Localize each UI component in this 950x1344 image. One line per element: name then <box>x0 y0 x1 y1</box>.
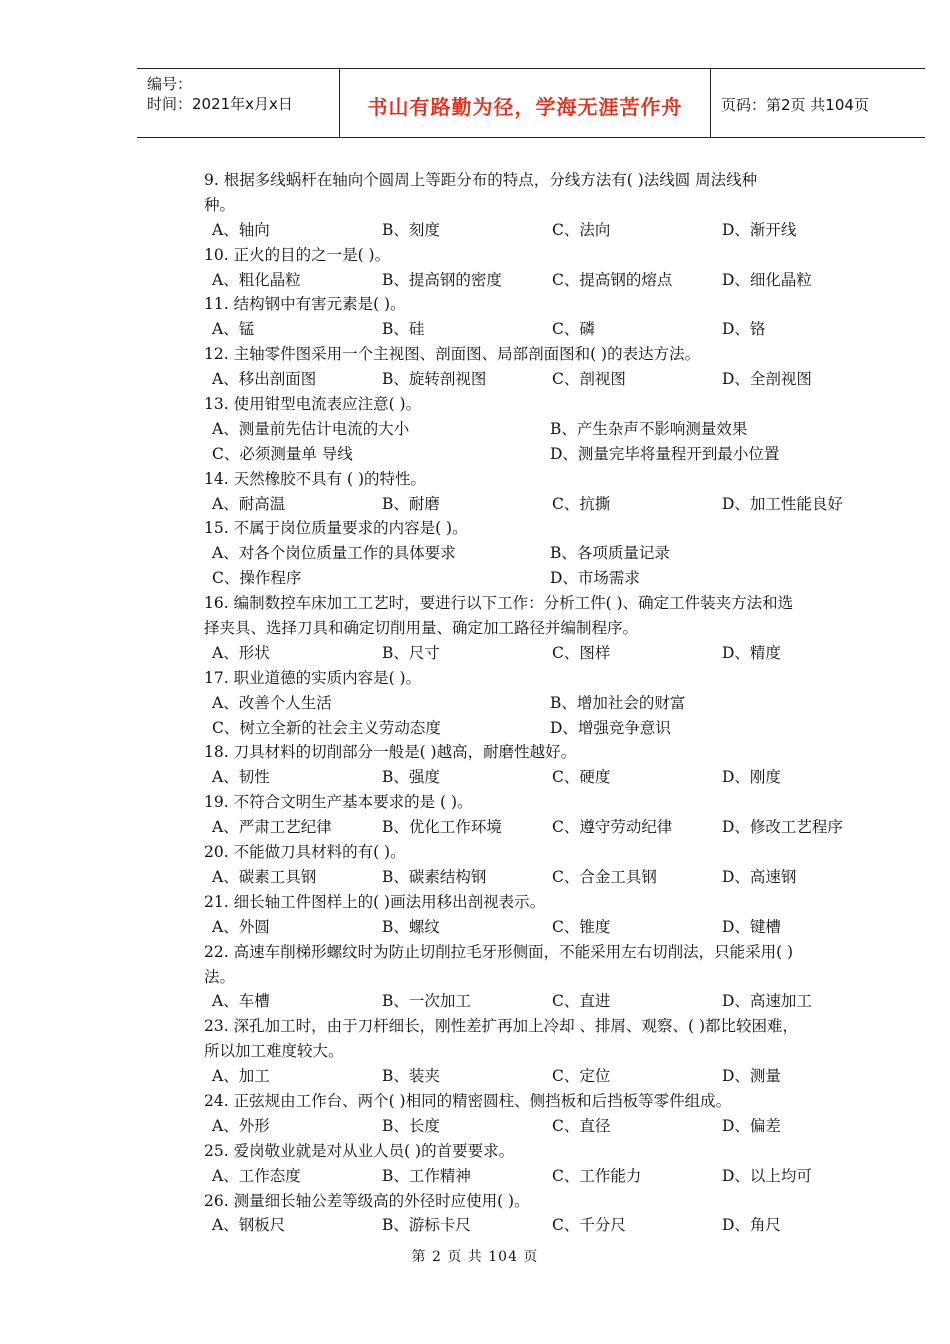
page-header <box>137 68 925 138</box>
header-meta-cell <box>137 69 340 137</box>
option-d: D、精度 <box>722 643 781 662</box>
option-c: C、图样 <box>552 643 611 662</box>
page-footer: 第 2 页 共 104 页 <box>411 1249 539 1265</box>
options-row <box>204 367 864 392</box>
options-row <box>204 541 864 566</box>
option-c: C、操作程序 <box>212 569 302 588</box>
question-text-line: 19. 不符合文明生产基本要求的是 ( )。 <box>204 793 473 812</box>
option-c: C、锥度 <box>552 917 611 936</box>
option-a: A、严肃工艺纪律 <box>212 818 332 837</box>
options-row <box>204 1114 864 1139</box>
option-c: C、工作能力 <box>552 1166 642 1185</box>
option-d: D、渐开线 <box>722 220 797 239</box>
option-c: C、千分尺 <box>552 1216 626 1235</box>
option-d: D、测量完毕将量程开到最小位置 <box>550 444 780 463</box>
option-d: D、市场需求 <box>550 569 640 588</box>
option-b: B、长度 <box>382 1116 440 1135</box>
option-c: C、直径 <box>552 1116 611 1135</box>
option-d: D、细化晶粒 <box>722 270 812 289</box>
question-text-line: 13. 使用钳型电流表应注意( )。 <box>204 395 422 414</box>
option-a: A、测量前先估计电流的大小 <box>212 419 410 438</box>
options-row <box>204 1213 864 1238</box>
option-b: B、工作精神 <box>382 1166 471 1185</box>
option-d: D、增强竞争意识 <box>550 718 671 737</box>
question-text-line: 11. 结构钢中有害元素是( )。 <box>204 295 406 314</box>
option-a: A、锰 <box>212 320 255 339</box>
option-a: A、改善个人生活 <box>212 693 332 712</box>
option-a: A、粗化晶粒 <box>212 270 301 289</box>
option-c: C、合金工具钢 <box>552 867 657 886</box>
option-c: C、硬度 <box>552 768 611 787</box>
option-b: B、优化工作环境 <box>382 818 502 837</box>
header-page-info: 页码：第2页 共104页 <box>721 96 869 114</box>
option-c: C、法向 <box>552 220 611 239</box>
option-a: A、对各个岗位质量工作的具体要求 <box>212 544 456 563</box>
options-row <box>204 566 864 591</box>
option-b: B、螺纹 <box>382 917 440 936</box>
option-b: B、各项质量记录 <box>550 544 670 563</box>
option-c: C、剖视图 <box>552 370 626 389</box>
question-text-line: 24. 正弦规由工作台、两个( )相同的精密圆柱、侧挡板和后挡板等零件组成。 <box>204 1091 732 1110</box>
option-c: C、提高钢的熔点 <box>552 270 673 289</box>
option-b: B、游标卡尺 <box>382 1216 471 1235</box>
options-row <box>204 691 864 716</box>
option-a: A、钢板尺 <box>212 1216 286 1235</box>
option-d: D、刚度 <box>722 768 781 787</box>
option-b: B、尺寸 <box>382 643 440 662</box>
question-text-line: 择夹具、选择刀具和确定切削用量、确定加工路径并编制程序。 <box>204 619 639 638</box>
option-c: C、抗撕 <box>552 494 611 513</box>
options-row <box>204 865 864 890</box>
question-text-line: 25. 爱岗敬业就是对从业人员( )的首要要求。 <box>204 1141 515 1160</box>
option-b: B、刻度 <box>382 220 440 239</box>
option-a: A、形状 <box>212 643 270 662</box>
options-row <box>204 1164 864 1189</box>
question-text-line: 9. 根据多线蜗杆在轴向个圆周上等距分布的特点，分线方法有( )法线圆 周法线种 <box>204 171 758 189</box>
options-row <box>204 218 864 243</box>
option-d: D、测量 <box>722 1067 781 1086</box>
option-c: C、磷 <box>552 320 595 339</box>
option-b: B、增加社会的财富 <box>550 693 686 712</box>
option-a: A、韧性 <box>212 768 270 787</box>
option-a: A、耐高温 <box>212 494 286 513</box>
option-d: D、以上均可 <box>722 1166 812 1185</box>
option-b: B、提高钢的密度 <box>382 270 502 289</box>
option-a: A、外形 <box>212 1116 270 1135</box>
option-d: D、角尺 <box>722 1216 781 1235</box>
question-text-line: 20. 不能做刀具材料的有( )。 <box>204 843 406 862</box>
question-text-line: 16. 编制数控车床加工工艺时，要进行以下工作：分析工件( )、确定工件装夹方法和选 <box>204 594 794 613</box>
question-text-line: 法。 <box>204 967 236 986</box>
option-b: B、碳素结构钢 <box>382 867 487 886</box>
options-row <box>204 815 864 840</box>
question-text-line: 15. 不属于岗位质量要求的内容是( )。 <box>204 519 468 538</box>
question-text-line: 17. 职业道德的实质内容是( )。 <box>204 668 422 687</box>
options-row <box>204 417 864 442</box>
header-motto-cell <box>340 69 711 137</box>
option-a: A、轴向 <box>212 220 270 239</box>
option-a: A、工作态度 <box>212 1166 301 1185</box>
question-text-line: 14. 天然橡胶不具有 ( )的特性。 <box>204 469 427 488</box>
question-list <box>204 168 864 1238</box>
option-a: A、外圆 <box>212 917 270 936</box>
options-row <box>204 989 864 1014</box>
question-text-line: 21. 细长轴工件图样上的( )画法用移出剖视表示。 <box>204 892 546 911</box>
option-c: C、直进 <box>552 992 611 1011</box>
question-text-line: 种。 <box>204 195 236 214</box>
option-d: D、加工性能良好 <box>722 494 843 513</box>
document-number-label: 编号： <box>147 75 193 93</box>
document-time-label: 时间：2021年x月x日 <box>147 95 293 113</box>
option-d: D、高速加工 <box>722 992 812 1011</box>
header-page-cell <box>711 69 925 137</box>
options-row <box>204 915 864 940</box>
option-b: B、耐磨 <box>382 494 440 513</box>
option-d: D、偏差 <box>722 1116 781 1135</box>
option-a: A、车槽 <box>212 992 270 1011</box>
option-b: B、硅 <box>382 320 425 339</box>
option-d: D、高速钢 <box>722 867 797 886</box>
header-motto: 书山有路勤为径，学海无涯苦作舟 <box>367 95 683 119</box>
options-row <box>204 641 864 666</box>
options-row <box>204 1064 864 1089</box>
question-text-line: 12. 主轴零件图采用一个主视图、剖面图、局部剖面图和( )的表达方法。 <box>204 345 701 364</box>
options-row <box>204 268 864 293</box>
question-text-line: 10. 正火的目的之一是( )。 <box>204 245 391 264</box>
option-b: B、一次加工 <box>382 992 471 1011</box>
option-c: C、定位 <box>552 1067 611 1086</box>
option-b: B、强度 <box>382 768 440 787</box>
option-d: D、全剖视图 <box>722 370 812 389</box>
options-row <box>204 442 864 467</box>
option-b: B、旋转剖视图 <box>382 370 487 389</box>
option-a: A、移出剖面图 <box>212 370 317 389</box>
question-text-line: 18. 刀具材料的切削部分一般是( )越高，耐磨性越好。 <box>204 743 577 762</box>
option-d: D、铬 <box>722 320 766 339</box>
option-c: C、必须测量单 导线 <box>212 444 353 463</box>
option-a: A、加工 <box>212 1067 270 1086</box>
option-b: B、装夹 <box>382 1067 440 1086</box>
question-text-line: 26. 测量细长轴公差等级高的外径时应使用( )。 <box>204 1191 530 1210</box>
option-c: C、树立全新的社会主义劳动态度 <box>212 718 441 737</box>
question-text-line: 23. 深孔加工时，由于刀杆细长，刚性差扩再加上冷却 、排屑、观察、( )都比较困难， <box>204 1017 799 1036</box>
option-a: A、碳素工具钢 <box>212 867 317 886</box>
options-row <box>204 765 864 790</box>
option-b: B、产生杂声不影响测量效果 <box>550 419 748 438</box>
options-row <box>204 317 864 342</box>
options-row <box>204 492 864 517</box>
option-d: D、键槽 <box>722 917 781 936</box>
options-row <box>204 716 864 741</box>
option-c: C、遵守劳动纪律 <box>552 818 673 837</box>
question-text-line: 所以加工难度较大。 <box>204 1042 344 1061</box>
question-text-line: 22. 高速车削梯形螺纹时为防止切削拉毛牙形侧面，不能采用左右切削法，只能采用( ) <box>204 942 794 961</box>
option-d: D、修改工艺程序 <box>722 818 843 837</box>
